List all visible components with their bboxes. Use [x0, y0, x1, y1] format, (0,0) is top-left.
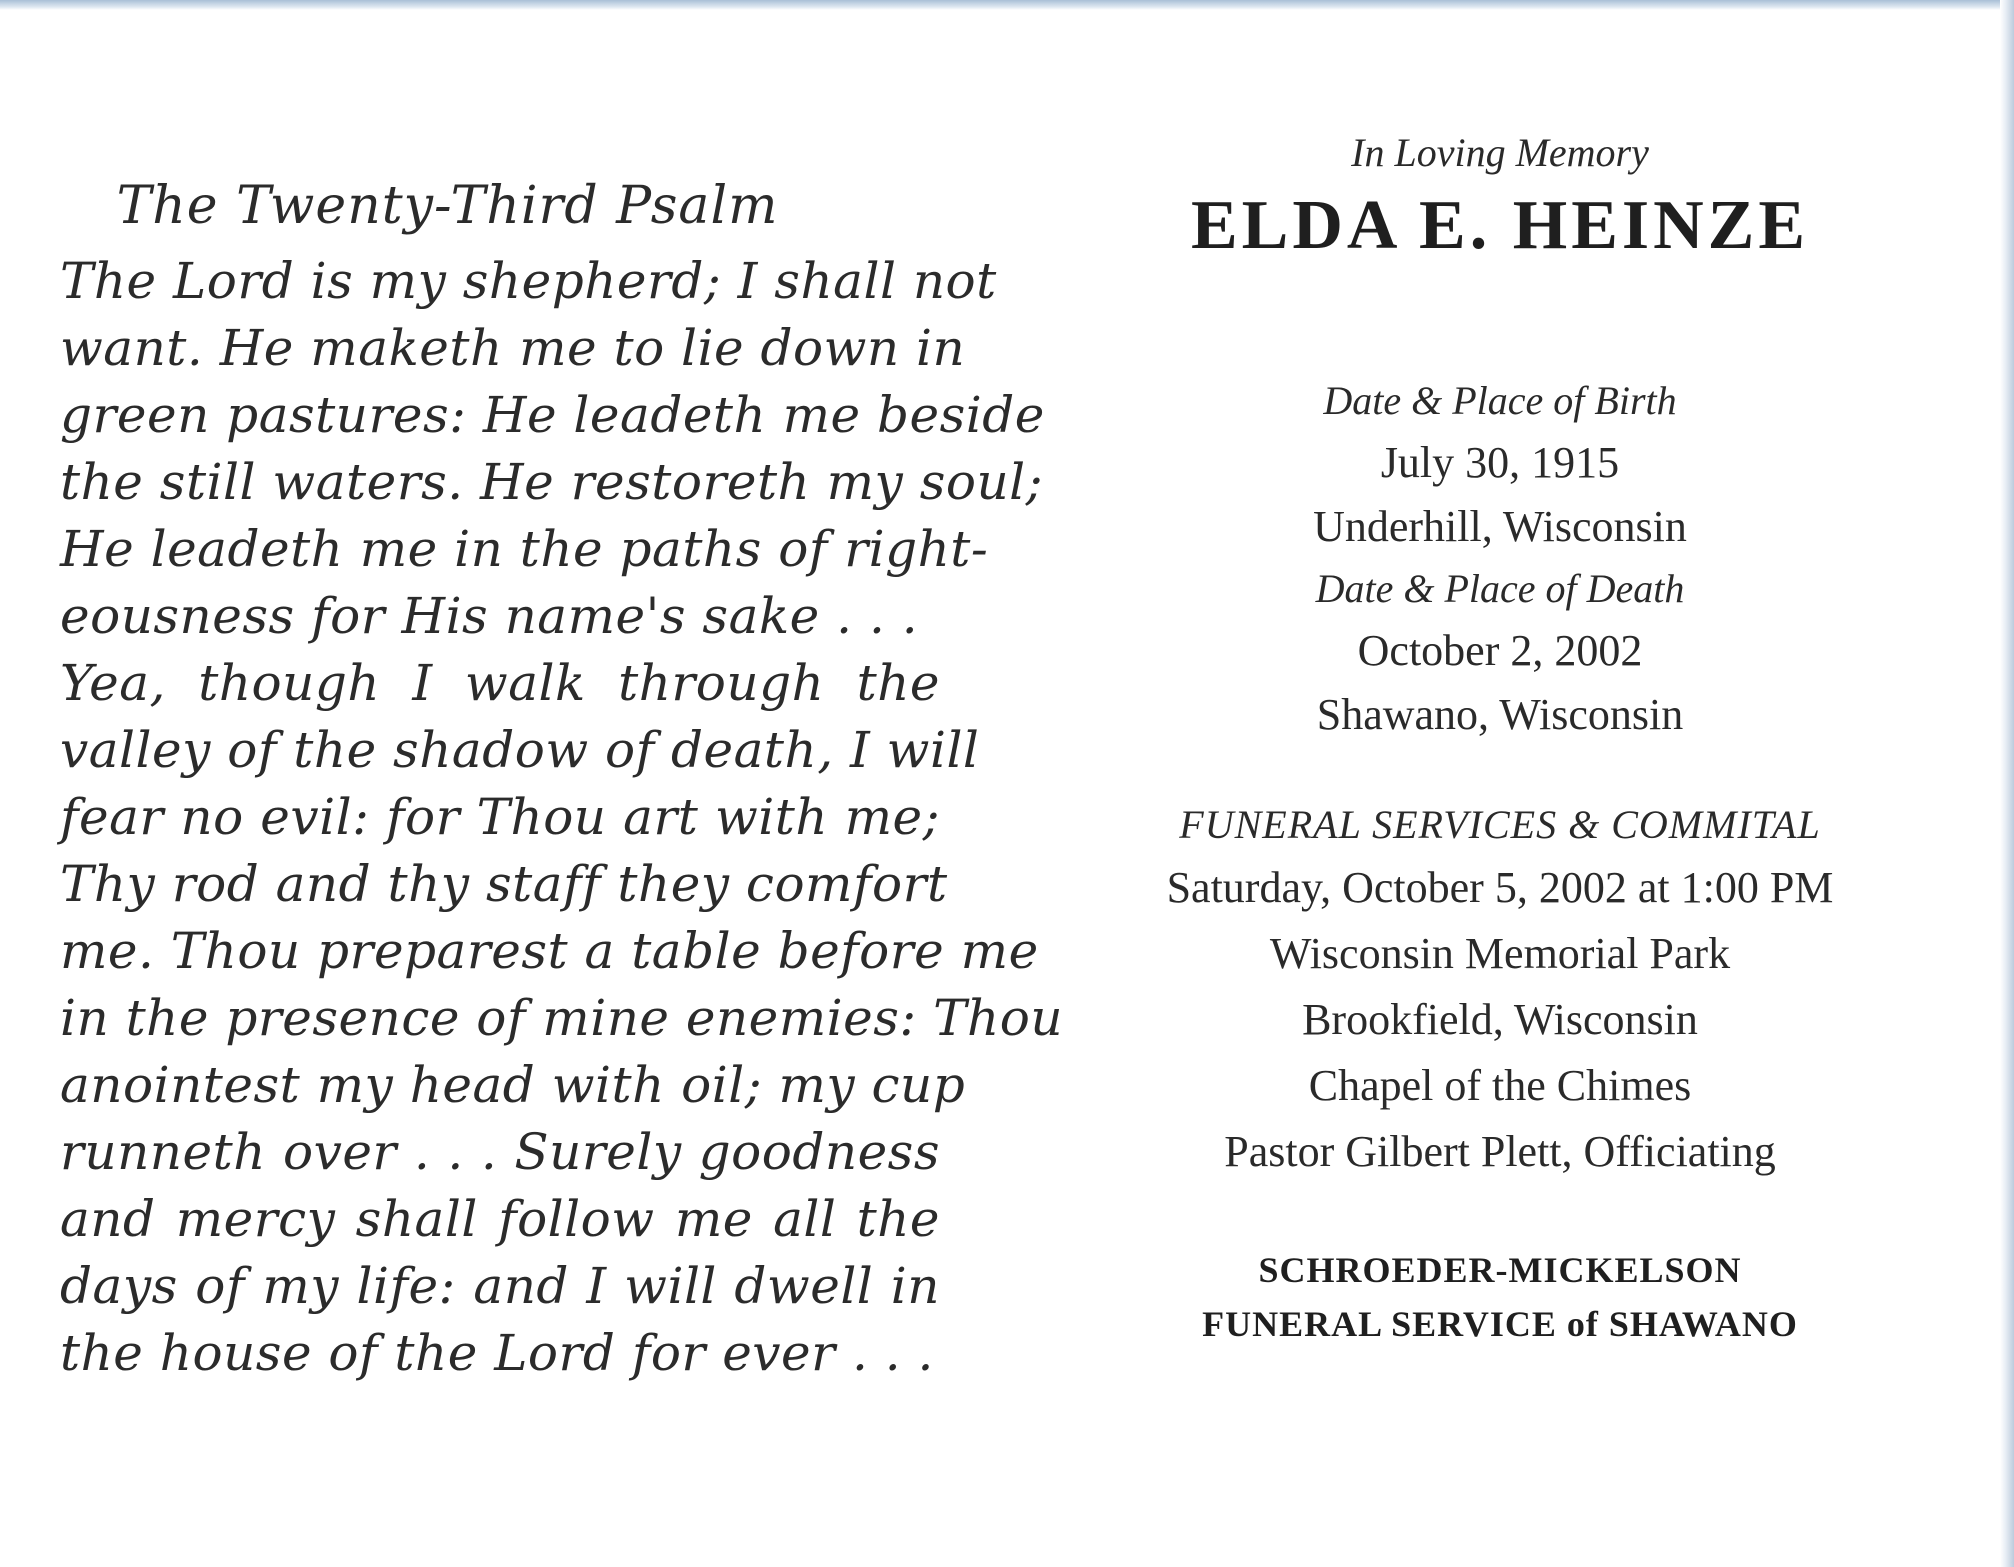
funeral-location: Wisconsin Memorial Park: [1269, 929, 1731, 978]
funeral-home-line2: FUNERAL SERVICE of SHAWANO: [1202, 1304, 1798, 1344]
funeral-home-line1: SCHROEDER-MICKELSON: [1258, 1250, 1742, 1290]
psalm-line: and mercy shall follow me all the: [60, 1190, 940, 1248]
psalm-line: eousness for His name's sake . . .: [60, 587, 919, 645]
birth-heading: Date & Place of Birth: [1323, 378, 1677, 423]
in-loving-memory-heading: In Loving Memory: [1351, 130, 1649, 175]
birth-death-section: [1100, 371, 1900, 747]
psalm-line: Thy rod and thy staff they comfort: [60, 855, 948, 913]
death-date: October 2, 2002: [1357, 626, 1643, 675]
psalm-line: the house of the Lord for ever . . .: [60, 1324, 934, 1382]
birth-place: Underhill, Wisconsin: [1313, 502, 1687, 551]
psalm-line: Yea, though I walk through the: [60, 654, 940, 712]
psalm-line: fear no evil: for Thou art with me;: [60, 788, 940, 846]
death-heading: Date & Place of Death: [1315, 566, 1685, 611]
birth-date: July 30, 1915: [1380, 438, 1620, 487]
officiant: Pastor Gilbert Plett, Officiating: [1224, 1127, 1776, 1176]
psalm-line: in the presence of mine enemies: Thou: [60, 989, 1064, 1047]
psalm-line: me. Thou preparest a table before me: [60, 922, 1039, 980]
psalm-line: green pastures: He leadeth me beside: [60, 386, 1045, 444]
deceased-name: ELDA E. HEINZE: [1190, 187, 1810, 264]
psalm-line: the still waters. He restoreth my soul;: [60, 453, 1044, 511]
funeral-heading: FUNERAL SERVICES & COMMITAL: [1179, 802, 1821, 847]
psalm-title: The Twenty-Third Psalm: [116, 176, 779, 236]
funeral-datetime: Saturday, October 5, 2002 at 1:00 PM: [1166, 863, 1834, 912]
psalm-line: He leadeth me in the paths of right-: [60, 520, 989, 578]
funeral-home: [1100, 1243, 1900, 1351]
psalm-line: anointest my head with oil; my cup: [60, 1056, 966, 1114]
memorial-details-panel: [1100, 125, 1900, 1351]
funeral-chapel: Chapel of the Chimes: [1308, 1061, 1692, 1110]
psalm-line: runneth over . . . Surely goodness: [60, 1123, 940, 1181]
psalm-panel: [60, 170, 1064, 1387]
psalm-line: want. He maketh me to lie down in: [60, 319, 966, 377]
death-place: Shawano, Wisconsin: [1316, 690, 1684, 739]
psalm-line: days of my life: and I will dwell in: [60, 1257, 940, 1315]
funeral-city: Brookfield, Wisconsin: [1302, 995, 1698, 1044]
psalm-line: The Lord is my shepherd; I shall not: [60, 252, 997, 310]
funeral-section: [1100, 795, 1900, 1185]
psalm-line: valley of the shadow of death, I will: [60, 721, 980, 779]
